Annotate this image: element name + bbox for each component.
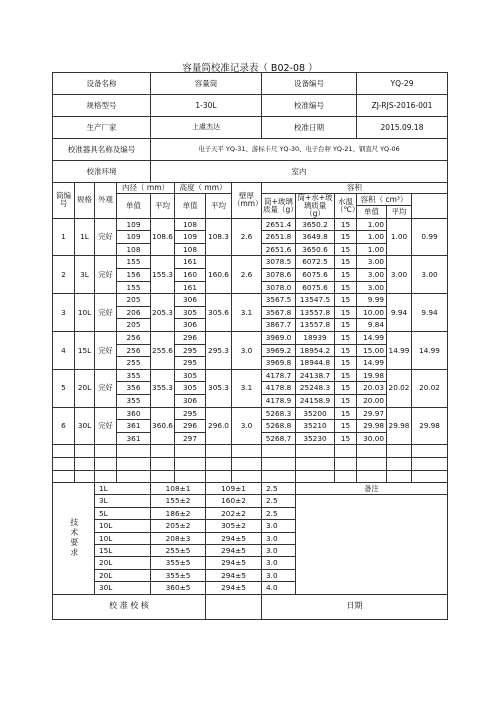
blank-cell [412, 470, 448, 483]
blank-cell [53, 457, 75, 470]
height-value: 108 [175, 218, 206, 231]
requirement-spec: 5L [95, 507, 151, 519]
water-temperature: 15 [335, 394, 357, 407]
table-row [53, 369, 448, 382]
cylinder-spec: 20L [75, 369, 95, 407]
blank-cell [53, 445, 75, 458]
requirement-wall: 2.5 [262, 495, 296, 507]
inner-diameter-value: 355 [117, 394, 151, 407]
cylinder-no: 4 [53, 331, 75, 369]
requirement-wall: 3.0 [262, 557, 296, 569]
page-title: 容量筒校准记录表（ B02-08 ） [182, 63, 318, 74]
cylinder-water-glass-mass: 35230 [296, 432, 335, 445]
col-header-height: 高度（ mm） [175, 183, 232, 194]
col-header-height-avg: 平均 [206, 194, 232, 219]
height-value: 296 [175, 331, 206, 344]
col-header-inner: 内径（ mm） [117, 183, 175, 194]
requirement-inner-diameter: 108±1 [151, 483, 206, 495]
table-row [53, 218, 448, 231]
cylinder-appearance: 完好 [95, 407, 117, 445]
cylinder-glass-mass: 3969.0 [262, 331, 296, 344]
blank-cell [296, 445, 335, 458]
capacity-value: 1.00 [357, 218, 387, 231]
calibration-result: 29.98 [412, 407, 448, 445]
cylinder-water-glass-mass: 13547.5 [296, 294, 335, 307]
cylinder-water-glass-mass: 13557.8 [296, 319, 335, 332]
maker-label: 生产厂家 [53, 117, 151, 139]
water-temperature: 15 [335, 294, 357, 307]
blank-cell [206, 470, 232, 483]
inner-diameter-value: 361 [117, 432, 151, 445]
cylinder-spec: 1L [75, 218, 95, 256]
blank-cell [232, 457, 262, 470]
table-row [53, 331, 448, 344]
calibration-table [52, 72, 448, 620]
capacity-value: 14.99 [357, 331, 387, 344]
requirement-inner-diameter: 186±2 [151, 507, 206, 519]
cylinder-water-glass-mass: 3650.2 [296, 218, 335, 231]
water-temperature: 15 [335, 382, 357, 395]
requirement-spec: 30L [95, 582, 151, 594]
water-temperature: 15 [335, 432, 357, 445]
wall-thickness: 2.6 [232, 256, 262, 294]
cylinder-water-glass-mass: 25248.3 [296, 382, 335, 395]
height-value: 297 [175, 432, 206, 445]
cylinder-appearance: 完好 [95, 369, 117, 407]
water-temperature: 15 [335, 407, 357, 420]
calibration-result: 9.94 [412, 294, 448, 332]
col-header-inner-avg: 平均 [151, 194, 175, 219]
height-value: 109 [175, 231, 206, 244]
cylinder-glass-mass: 5268.8 [262, 420, 296, 433]
cylinder-water-glass-mass: 13557.8 [296, 306, 335, 319]
cylinder-glass-mass: 5268.3 [262, 407, 296, 420]
wall-thickness: 3.0 [232, 407, 262, 445]
water-temperature: 15 [335, 319, 357, 332]
col-header-wall: 壁厚（mm） [232, 183, 262, 219]
requirement-inner-diameter: 255±5 [151, 545, 206, 557]
blank-cell [151, 470, 175, 483]
remark-label: 备注 [296, 483, 448, 495]
cylinder-appearance: 完好 [95, 294, 117, 332]
height-value: 305 [175, 382, 206, 395]
requirement-inner-diameter: 208±3 [151, 532, 206, 544]
cylinder-water-glass-mass: 3649.8 [296, 231, 335, 244]
blank-cell [175, 457, 206, 470]
blank-cell [175, 470, 206, 483]
checker-label: 校 准 校 核 [53, 594, 206, 619]
blank-cell [387, 445, 412, 458]
cylinder-water-glass-mass: 18939 [296, 331, 335, 344]
inner-diameter-value: 155 [117, 281, 151, 294]
capacity-value: 15.00 [357, 344, 387, 357]
calib-no-label: 校准编号 [262, 95, 357, 117]
blank-cell [95, 470, 117, 483]
calibration-result: 14.99 [412, 331, 448, 369]
cylinder-glass-mass: 3078.5 [262, 256, 296, 269]
cylinder-spec: 15L [75, 331, 95, 369]
capacity-value: 19.98 [357, 369, 387, 382]
water-temperature: 15 [335, 306, 357, 319]
blank-cell [232, 470, 262, 483]
cylinder-glass-mass: 3078.6 [262, 269, 296, 282]
blank-cell [387, 470, 412, 483]
requirement-spec: 3L [95, 495, 151, 507]
water-temperature: 15 [335, 369, 357, 382]
requirement-height: 294±5 [206, 532, 262, 544]
capacity-value: 10.00 [357, 306, 387, 319]
capacity-value: 3.00 [357, 281, 387, 294]
capacity-avg: 9.94 [387, 294, 412, 332]
inner-diameter-avg: 355.3 [151, 369, 175, 407]
height-avg: 295.3 [206, 331, 232, 369]
height-avg: 296.0 [206, 407, 232, 445]
height-value: 305 [175, 369, 206, 382]
requirement-wall: 3.0 [262, 545, 296, 557]
cylinder-glass-mass: 2651.4 [262, 218, 296, 231]
calib-no-value: ZJ-RJS-2016-001 [357, 95, 448, 117]
spec-label: 规格型号 [53, 95, 151, 117]
requirement-wall: 2.5 [262, 483, 296, 495]
requirement-height: 294±5 [206, 582, 262, 594]
device-no-value: YQ-29 [357, 73, 448, 95]
cylinder-glass-mass: 4178.7 [262, 369, 296, 382]
calibration-result: 3.00 [412, 256, 448, 294]
inner-diameter-avg: 205.3 [151, 294, 175, 332]
cylinder-water-glass-mass: 18954.2 [296, 344, 335, 357]
blank-cell [262, 457, 296, 470]
col-header-look: 外观 [95, 183, 117, 219]
blank-row [53, 457, 448, 470]
requirement-height: 305±2 [206, 520, 262, 532]
blank-cell [357, 470, 387, 483]
spec-value: 1-30L [151, 95, 262, 117]
requirements-label [53, 483, 95, 595]
capacity-value: 20.00 [357, 394, 387, 407]
inner-diameter-avg: 155.3 [151, 256, 175, 294]
inner-diameter-value: 205 [117, 294, 151, 307]
blank-cell [262, 445, 296, 458]
cylinder-water-glass-mass: 3650.6 [296, 243, 335, 256]
blank-cell [412, 445, 448, 458]
cylinder-water-glass-mass: 35210 [296, 420, 335, 433]
blank-cell [117, 470, 151, 483]
cylinder-glass-mass: 3078.0 [262, 281, 296, 294]
calib-date-label: 校准日期 [262, 117, 357, 139]
inner-diameter-value: 205 [117, 319, 151, 332]
cylinder-glass-mass: 5268.7 [262, 432, 296, 445]
wall-thickness: 3.1 [232, 369, 262, 407]
footer-row [53, 594, 448, 619]
cylinder-glass-mass: 4178.9 [262, 394, 296, 407]
cylinder-glass-mass: 3867.7 [262, 319, 296, 332]
blank-cell [75, 470, 95, 483]
wall-thickness: 2.6 [232, 218, 262, 256]
requirement-inner-diameter: 355±5 [151, 557, 206, 569]
wall-thickness: 3.0 [232, 331, 262, 369]
capacity-value: 14.99 [357, 357, 387, 370]
blank-cell [53, 470, 75, 483]
cylinder-no: 5 [53, 369, 75, 407]
remark-content [296, 495, 448, 594]
water-temperature: 15 [335, 243, 357, 256]
blank-cell [95, 445, 117, 458]
height-avg: 160.6 [206, 256, 232, 294]
requirement-spec: 10L [95, 520, 151, 532]
requirement-spec: 20L [95, 557, 151, 569]
calibration-record-form [52, 72, 447, 620]
cylinder-water-glass-mass: 18944.8 [296, 357, 335, 370]
blank-cell [296, 470, 335, 483]
cylinder-glass-mass: 2651.6 [262, 243, 296, 256]
cylinder-spec: 10L [75, 294, 95, 332]
cylinder-appearance: 完好 [95, 331, 117, 369]
requirement-height: 202±2 [206, 507, 262, 519]
height-value: 108 [175, 243, 206, 256]
blank-cell [75, 445, 95, 458]
requirement-spec: 1L [95, 483, 151, 495]
cylinder-appearance: 完好 [95, 256, 117, 294]
requirement-wall: 3.0 [262, 520, 296, 532]
cylinder-water-glass-mass: 24138.7 [296, 369, 335, 382]
requirement-wall: 3.0 [262, 569, 296, 581]
capacity-avg: 1.00 [387, 218, 412, 256]
cylinder-water-glass-mass: 6075.6 [296, 269, 335, 282]
environment-value: 室内 [151, 161, 448, 183]
blank-cell [206, 457, 232, 470]
instrument-label: 校准器具名称及编号 [53, 139, 151, 161]
height-avg: 108.3 [206, 218, 232, 256]
device-no-label: 设备编号 [262, 73, 357, 95]
environment-label: 校准环境 [53, 161, 151, 183]
height-value: 296 [175, 420, 206, 433]
height-value: 161 [175, 281, 206, 294]
capacity-value: 20.03 [357, 382, 387, 395]
cylinder-glass-mass: 3969.8 [262, 357, 296, 370]
blank-cell [175, 445, 206, 458]
blank-cell [75, 457, 95, 470]
inner-diameter-value: 108 [117, 243, 151, 256]
water-temperature: 15 [335, 331, 357, 344]
col-header-cap-avg: 平均 [387, 206, 412, 218]
cylinder-water-glass-mass: 24158.9 [296, 394, 335, 407]
blank-cell [151, 445, 175, 458]
requirement-wall: 2.5 [262, 507, 296, 519]
cylinder-spec: 3L [75, 256, 95, 294]
capacity-value: 1.00 [357, 243, 387, 256]
blank-cell [95, 457, 117, 470]
height-value: 161 [175, 256, 206, 269]
inner-diameter-value: 356 [117, 382, 151, 395]
requirement-spec: 10L [95, 532, 151, 544]
col-header-inner-single: 单值 [117, 194, 151, 219]
capacity-value: 9.84 [357, 319, 387, 332]
maker-value: 上虞杰达 [151, 117, 262, 139]
cylinder-glass-mass: 2651.8 [262, 231, 296, 244]
inner-diameter-avg: 255.6 [151, 331, 175, 369]
requirement-wall: 4.0 [262, 582, 296, 594]
water-temperature: 15 [335, 357, 357, 370]
inner-diameter-value: 156 [117, 269, 151, 282]
requirements-label-text: 技术要求 [69, 517, 79, 558]
inner-diameter-value: 206 [117, 306, 151, 319]
requirement-height: 294±5 [206, 545, 262, 557]
capacity-avg: 14.99 [387, 331, 412, 369]
blank-cell [296, 457, 335, 470]
requirement-spec: 20L [95, 569, 151, 581]
requirement-inner-diameter: 205±2 [151, 520, 206, 532]
water-temperature: 15 [335, 420, 357, 433]
capacity-avg: 29.98 [387, 407, 412, 445]
inner-diameter-value: 255 [117, 357, 151, 370]
blank-cell [335, 457, 357, 470]
calib-date-value: 2015.09.18 [357, 117, 448, 139]
height-value: 305 [175, 306, 206, 319]
cylinder-glass-mass: 3567.8 [262, 306, 296, 319]
requirement-height: 109±1 [206, 483, 262, 495]
col-header-cap: 容积（ cm³） [357, 194, 412, 206]
table-row [53, 294, 448, 307]
col-header-glass: 筒+玻璃质量（g） [262, 194, 296, 219]
cylinder-spec: 30L [75, 407, 95, 445]
cylinder-water-glass-mass: 6075.6 [296, 281, 335, 294]
calibration-result: 20.02 [412, 369, 448, 407]
requirement-wall: 3.0 [262, 532, 296, 544]
col-header-glass-water: 筒+水+玻璃质量（g） [297, 193, 333, 218]
col-header-spec: 规格 [75, 183, 95, 219]
col-header-cap-single: 单值 [357, 206, 387, 218]
cylinder-no: 2 [53, 256, 75, 294]
height-value: 295 [175, 357, 206, 370]
cylinder-water-glass-mass: 6072.5 [296, 256, 335, 269]
capacity-value: 29.98 [357, 420, 387, 433]
cylinder-appearance: 完好 [95, 218, 117, 256]
blank-row [53, 445, 448, 458]
water-temperature: 15 [335, 256, 357, 269]
requirement-height: 160±2 [206, 495, 262, 507]
inner-diameter-value: 109 [117, 218, 151, 231]
requirement-height: 294±5 [206, 569, 262, 581]
table-row [53, 407, 448, 420]
water-temperature: 15 [335, 269, 357, 282]
blank-row [53, 470, 448, 483]
device-name-value: 容量筒 [151, 73, 262, 95]
cylinder-glass-mass: 3567.5 [262, 294, 296, 307]
device-name-label: 设备名称 [53, 73, 151, 95]
blank-cell [412, 457, 448, 470]
capacity-value: 3.00 [357, 256, 387, 269]
height-avg: 305.3 [206, 369, 232, 407]
cylinder-glass-mass: 3969.2 [262, 344, 296, 357]
height-value: 306 [175, 319, 206, 332]
water-temperature: 15 [335, 344, 357, 357]
inner-diameter-value: 155 [117, 256, 151, 269]
instrument-value: 电子天平 YQ-31、游标卡尺 YQ-30、电子台秤 YQ-21、钢直尺 YQ-06 [151, 139, 448, 161]
blank-cell [335, 445, 357, 458]
cylinder-water-glass-mass: 35200 [296, 407, 335, 420]
blank-cell [206, 445, 232, 458]
requirement-row [53, 495, 448, 507]
capacity-value: 9.99 [357, 294, 387, 307]
cylinder-glass-mass: 4178.8 [262, 382, 296, 395]
height-value: 160 [175, 269, 206, 282]
blank-cell [117, 445, 151, 458]
capacity-avg: 20.02 [387, 369, 412, 407]
capacity-value: 30.00 [357, 432, 387, 445]
col-header-height-single: 单值 [175, 194, 206, 219]
capacity-value: 3.00 [357, 269, 387, 282]
requirement-spec: 15L [95, 545, 151, 557]
height-value: 306 [175, 294, 206, 307]
blank-cell [357, 457, 387, 470]
requirement-row [53, 483, 448, 495]
requirement-height: 294±5 [206, 557, 262, 569]
table-row [53, 256, 448, 269]
height-value: 295 [175, 344, 206, 357]
height-value: 306 [175, 394, 206, 407]
inner-diameter-avg: 108.6 [151, 218, 175, 256]
inner-diameter-avg: 360.6 [151, 407, 175, 445]
capacity-value: 1.00 [357, 231, 387, 244]
requirement-inner-diameter: 360±5 [151, 582, 206, 594]
blank-cell [262, 470, 296, 483]
height-avg: 305.6 [206, 294, 232, 332]
col-header-temp: 水温（℃） [335, 194, 357, 219]
blank-cell [151, 457, 175, 470]
inner-diameter-value: 355 [117, 369, 151, 382]
cylinder-no: 1 [53, 218, 75, 256]
water-temperature: 15 [335, 281, 357, 294]
height-value: 295 [175, 407, 206, 420]
calibration-result: 0.99 [412, 218, 448, 256]
blank-cell [357, 445, 387, 458]
inner-diameter-value: 360 [117, 407, 151, 420]
inner-diameter-value: 256 [117, 344, 151, 357]
water-temperature: 15 [335, 218, 357, 231]
date-label: 日期 [262, 594, 448, 619]
inner-diameter-value: 361 [117, 420, 151, 433]
col-header-no: 筒编号 [53, 183, 75, 219]
capacity-value: 29.97 [357, 407, 387, 420]
inner-diameter-value: 256 [117, 331, 151, 344]
cylinder-no: 3 [53, 294, 75, 332]
blank-cell [117, 457, 151, 470]
col-header-volume: 容积 [262, 183, 448, 194]
water-temperature: 15 [335, 231, 357, 244]
inner-diameter-value: 109 [117, 231, 151, 244]
cylinder-no: 6 [53, 407, 75, 445]
requirement-inner-diameter: 355±5 [151, 569, 206, 581]
wall-thickness: 3.1 [232, 294, 262, 332]
blank-cell [232, 445, 262, 458]
capacity-avg: 3.00 [387, 256, 412, 294]
requirement-inner-diameter: 155±2 [151, 495, 206, 507]
blank-cell [335, 470, 357, 483]
blank-cell [387, 457, 412, 470]
checker-value [206, 594, 262, 619]
